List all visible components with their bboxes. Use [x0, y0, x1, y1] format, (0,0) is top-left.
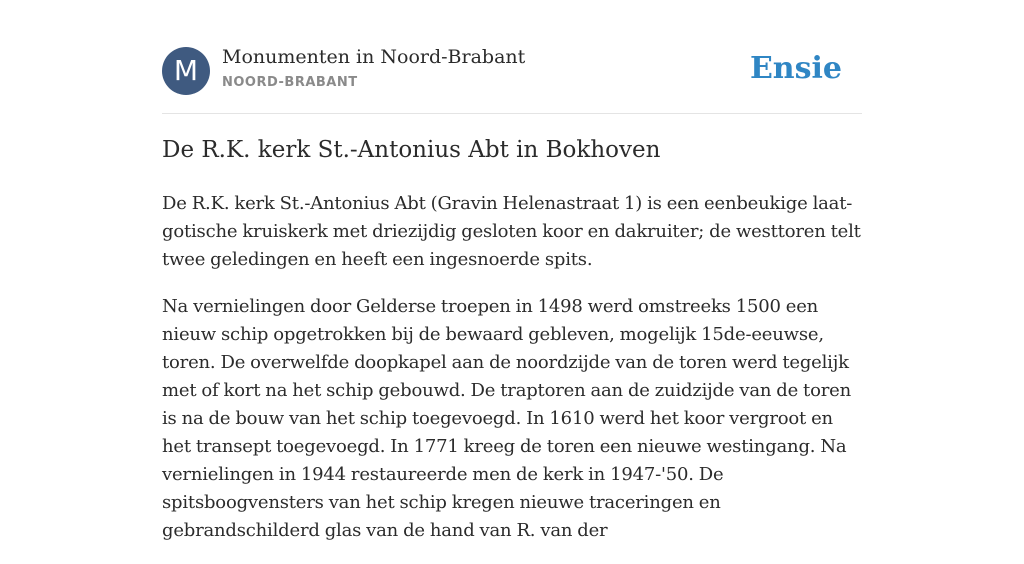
publication-name-link[interactable]: Monumenten in Noord-Brabant — [222, 46, 526, 68]
article-paragraph: De R.K. kerk St.-Antonius Abt (Gravin Helenastraat 1) is een eenbeukige laat-gotische kruiskerk met driezijdig gesloten koor en dakruiter; de westtoren telt twee geledingen en heeft een ingesnoerde spits. — [162, 193, 861, 270]
publication-header — [162, 46, 862, 96]
header-divider — [162, 113, 862, 114]
publication-region: NOORD-BRABANT — [222, 75, 358, 90]
ensie-logo[interactable]: Ensie — [749, 51, 842, 86]
article-paragraph: Na vernielingen door Gelderse troepen in 1498 werd omstreeks 1500 een nieuw schip opgetrokken bij de bewaard gebleven, mogelijk 15de-eeuwse, toren. De overwelfde doopkapel aan de noordzijde van de toren werd tegelijk met of kort na het schip gebouwd. De traptoren aan de zuidzijde van de toren is na de bouw van het schip toegevoegd. In 1610 werd het koor vergroot en het transept toegevoegd. In 1771 kreeg de toren een nieuwe westingang. Na vernielingen in 1944 restaureerde men de kerk in 1947-'50. De spitsboogvensters van het schip kregen nieuwe traceringen en gebrandschilderd glas van de hand van R. van der — [162, 296, 851, 541]
article-title: De R.K. kerk St.-Antonius Abt in Bokhoven — [162, 137, 661, 163]
article-body — [162, 190, 862, 564]
publication-avatar[interactable]: M — [162, 47, 210, 95]
